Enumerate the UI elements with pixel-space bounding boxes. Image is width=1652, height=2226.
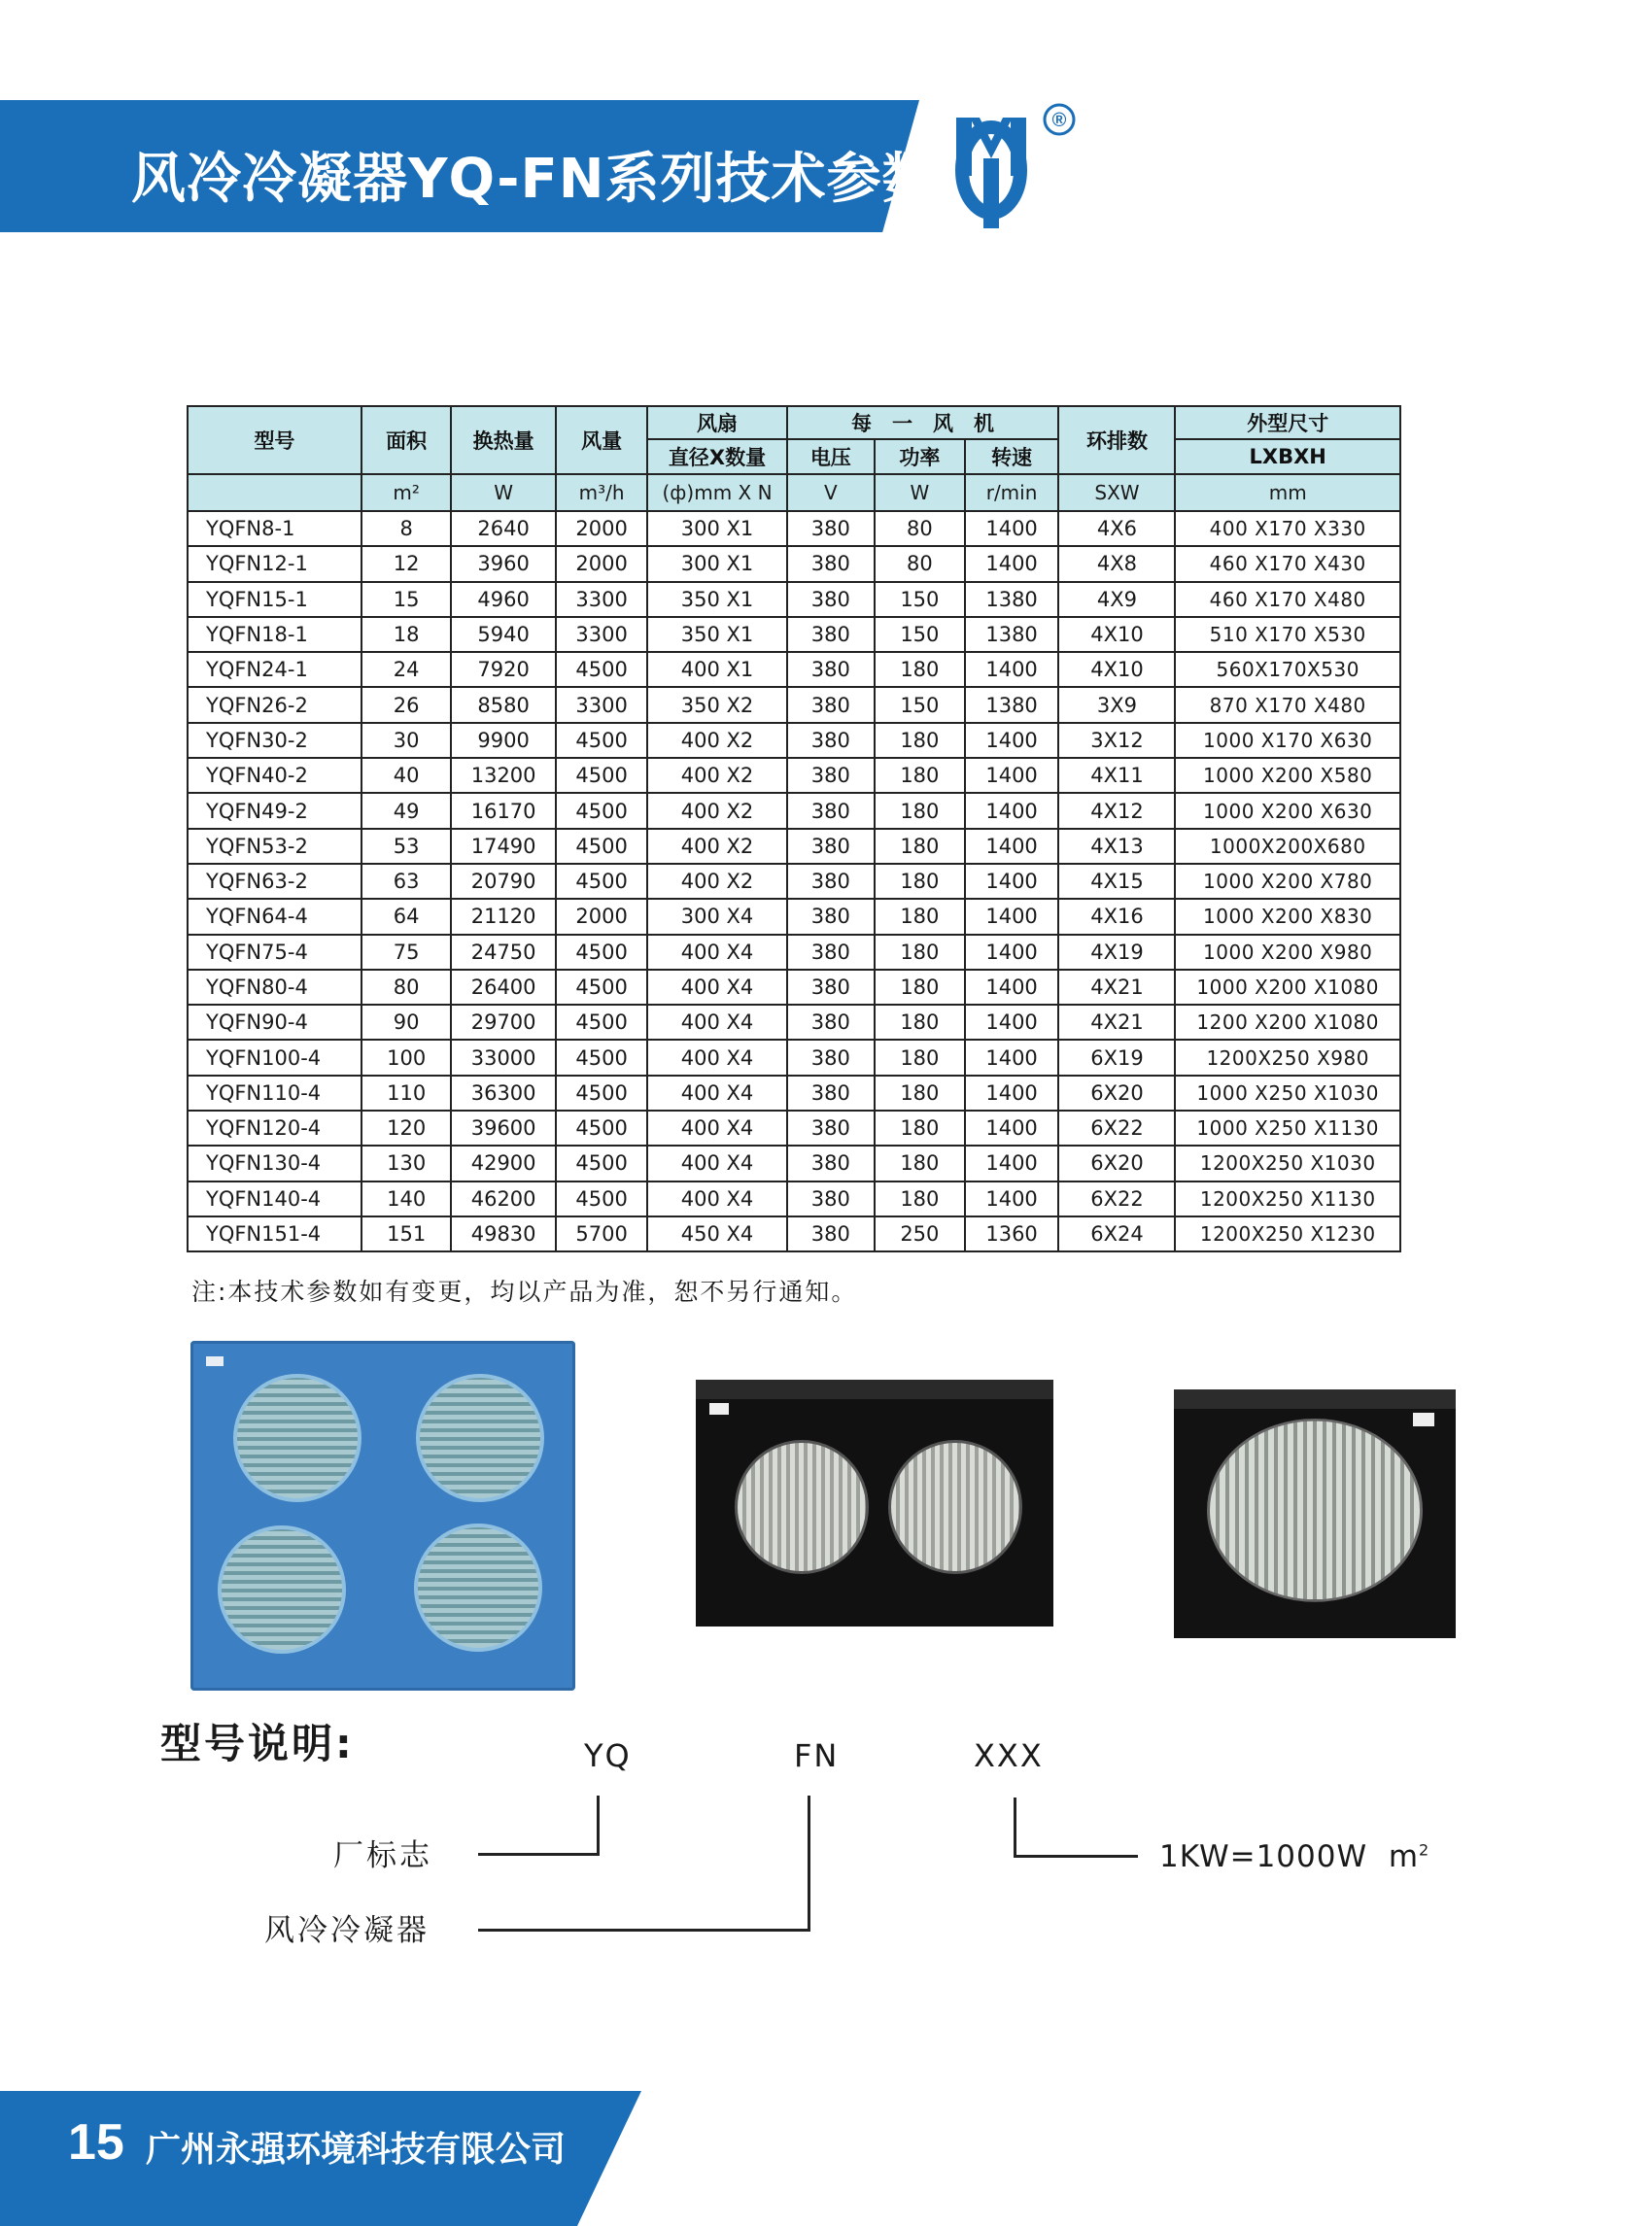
cell-heat: 13200 — [451, 758, 555, 793]
fan-grille — [1207, 1419, 1423, 1602]
cell-dims: 870 X170 X480 — [1175, 687, 1400, 722]
table-note: 注:本技术参数如有变更，均以产品为准，恕不另行通知。 — [191, 1278, 858, 1306]
cell-model: YQFN15-1 — [188, 582, 361, 617]
cell-power: 180 — [875, 793, 965, 828]
spec-table-body — [188, 511, 1400, 1251]
cell-speed: 1380 — [965, 582, 1059, 617]
cell-power: 180 — [875, 829, 965, 864]
cell-heat: 8580 — [451, 687, 555, 722]
cell-speed: 1400 — [965, 864, 1059, 899]
fan-grille — [416, 1374, 544, 1502]
code-fn: FN — [794, 1737, 840, 1774]
cell-fan: 400 X2 — [647, 793, 786, 828]
cell-fan: 350 X2 — [647, 687, 786, 722]
cell-airflow: 4500 — [556, 1040, 648, 1075]
connector-fn-horizontal — [478, 1929, 810, 1932]
unit-area: m² — [361, 474, 452, 511]
label-tag — [1413, 1413, 1434, 1426]
col-header-power: 功率 — [875, 439, 965, 474]
cell-airflow: 4500 — [556, 758, 648, 793]
unit-top-panel — [1174, 1389, 1456, 1409]
cell-speed: 1380 — [965, 687, 1059, 722]
cell-fan: 400 X4 — [647, 1111, 786, 1146]
cell-area: 90 — [361, 1005, 452, 1040]
cell-model: YQFN90-4 — [188, 1005, 361, 1040]
cell-power: 180 — [875, 1040, 965, 1075]
cell-airflow: 2000 — [556, 546, 648, 581]
cell-airflow: 4500 — [556, 1146, 648, 1181]
cell-heat: 26400 — [451, 970, 555, 1005]
table-row — [188, 899, 1400, 934]
cell-speed: 1400 — [965, 1040, 1059, 1075]
cell-dims: 1000 X250 X1130 — [1175, 1111, 1400, 1146]
fan-grille — [233, 1374, 361, 1502]
cell-airflow: 4500 — [556, 723, 648, 758]
cell-area: 75 — [361, 935, 452, 970]
cell-speed: 1400 — [965, 546, 1059, 581]
model-explanation-title: 型号说明: — [160, 1720, 355, 1767]
cell-area: 110 — [361, 1076, 452, 1111]
cell-fan: 400 X2 — [647, 723, 786, 758]
fan-grille — [414, 1524, 542, 1652]
cell-rows: 4X11 — [1058, 758, 1175, 793]
table-row — [188, 1181, 1400, 1216]
cell-rows: 4X10 — [1058, 652, 1175, 687]
cell-power: 150 — [875, 687, 965, 722]
cell-speed: 1360 — [965, 1216, 1059, 1251]
cell-speed: 1400 — [965, 1111, 1059, 1146]
col-header-area: 面积 — [361, 406, 452, 474]
table-row — [188, 1076, 1400, 1111]
cell-rows: 4X21 — [1058, 1005, 1175, 1040]
unit-rows: SXW — [1058, 474, 1175, 511]
cell-fan: 400 X2 — [647, 829, 786, 864]
cell-airflow: 3300 — [556, 687, 648, 722]
cell-airflow: 5700 — [556, 1216, 648, 1251]
cell-fan: 300 X4 — [647, 899, 786, 934]
cell-dims: 510 X170 X530 — [1175, 617, 1400, 652]
cell-dims: 1000 X200 X780 — [1175, 864, 1400, 899]
col-header-voltage: 电压 — [787, 439, 875, 474]
cell-airflow: 4500 — [556, 864, 648, 899]
cell-fan: 400 X2 — [647, 758, 786, 793]
cell-power: 250 — [875, 1216, 965, 1251]
cell-area: 18 — [361, 617, 452, 652]
unit-model — [188, 474, 361, 511]
unit-dims: mm — [1175, 474, 1400, 511]
cell-heat: 46200 — [451, 1181, 555, 1216]
connector-xxx-vertical — [1014, 1798, 1016, 1858]
unit-fan: (ф)mm X N — [647, 474, 786, 511]
cell-rows: 6X19 — [1058, 1040, 1175, 1075]
table-row — [188, 582, 1400, 617]
cell-power: 180 — [875, 723, 965, 758]
connector-fn-vertical — [808, 1796, 810, 1932]
label-air-cooled-condenser: 风冷冷凝器 — [264, 1913, 430, 1948]
company-logo — [950, 100, 1077, 231]
cell-rows: 4X8 — [1058, 546, 1175, 581]
cell-model: YQFN110-4 — [188, 1076, 361, 1111]
cell-model: YQFN12-1 — [188, 546, 361, 581]
cell-model: YQFN53-2 — [188, 829, 361, 864]
cell-dims: 1000X200X680 — [1175, 829, 1400, 864]
cell-heat: 33000 — [451, 1040, 555, 1075]
cell-model: YQFN64-4 — [188, 899, 361, 934]
cell-power: 180 — [875, 1111, 965, 1146]
cell-fan: 450 X4 — [647, 1216, 786, 1251]
cell-area: 53 — [361, 829, 452, 864]
cell-area: 12 — [361, 546, 452, 581]
unit-airflow: m³/h — [556, 474, 648, 511]
cell-voltage: 380 — [787, 1005, 875, 1040]
table-row — [188, 1040, 1400, 1075]
cell-voltage: 380 — [787, 617, 875, 652]
cell-dims: 1000 X200 X580 — [1175, 758, 1400, 793]
cell-voltage: 380 — [787, 1146, 875, 1181]
table-row — [188, 758, 1400, 793]
label-factory-mark: 厂标志 — [333, 1838, 432, 1873]
cell-rows: 6X22 — [1058, 1181, 1175, 1216]
cell-voltage: 380 — [787, 758, 875, 793]
cell-area: 30 — [361, 723, 452, 758]
cell-voltage: 380 — [787, 1111, 875, 1146]
cell-dims: 560X170X530 — [1175, 652, 1400, 687]
cell-airflow: 4500 — [556, 970, 648, 1005]
product-photo-4-fan — [190, 1341, 575, 1691]
cell-fan: 300 X1 — [647, 546, 786, 581]
cell-heat: 7920 — [451, 652, 555, 687]
cell-rows: 4X21 — [1058, 970, 1175, 1005]
cell-airflow: 4500 — [556, 1111, 648, 1146]
cell-model: YQFN80-4 — [188, 970, 361, 1005]
cell-rows: 4X19 — [1058, 935, 1175, 970]
cell-speed: 1400 — [965, 652, 1059, 687]
cell-rows: 4X6 — [1058, 511, 1175, 546]
cell-area: 130 — [361, 1146, 452, 1181]
cell-rows: 6X20 — [1058, 1146, 1175, 1181]
connector-yq-horizontal — [478, 1853, 600, 1856]
table-row — [188, 829, 1400, 864]
cell-model: YQFN49-2 — [188, 793, 361, 828]
cell-dims: 1200X250 X1230 — [1175, 1216, 1400, 1251]
product-photo-2-fan — [696, 1380, 1053, 1627]
cell-power: 80 — [875, 511, 965, 546]
cell-rows: 4X12 — [1058, 793, 1175, 828]
table-row — [188, 1005, 1400, 1040]
cell-speed: 1400 — [965, 970, 1059, 1005]
cell-airflow: 4500 — [556, 652, 648, 687]
col-header-fan: 风扇 — [647, 406, 786, 439]
cell-model: YQFN8-1 — [188, 511, 361, 546]
cell-airflow: 2000 — [556, 899, 648, 934]
cell-dims: 1000 X200 X830 — [1175, 899, 1400, 934]
cell-rows: 3X12 — [1058, 723, 1175, 758]
cell-dims: 460 X170 X480 — [1175, 582, 1400, 617]
cell-dims: 1000 X250 X1030 — [1175, 1076, 1400, 1111]
spec-table — [187, 405, 1401, 1252]
table-row — [188, 970, 1400, 1005]
table-row — [188, 1216, 1400, 1251]
col-header-fan-sub: 直径X数量 — [647, 439, 786, 474]
cell-speed: 1400 — [965, 758, 1059, 793]
cell-model: YQFN151-4 — [188, 1216, 361, 1251]
col-header-rows: 环排数 — [1058, 406, 1175, 474]
cell-voltage: 380 — [787, 829, 875, 864]
cell-model: YQFN63-2 — [188, 864, 361, 899]
cell-fan: 350 X1 — [647, 617, 786, 652]
cell-heat: 24750 — [451, 935, 555, 970]
cell-airflow: 2000 — [556, 511, 648, 546]
cell-voltage: 380 — [787, 511, 875, 546]
cell-heat: 9900 — [451, 723, 555, 758]
cell-power: 180 — [875, 864, 965, 899]
cell-voltage: 380 — [787, 793, 875, 828]
cell-fan: 300 X1 — [647, 511, 786, 546]
cell-heat: 2640 — [451, 511, 555, 546]
cell-speed: 1400 — [965, 793, 1059, 828]
cell-area: 140 — [361, 1181, 452, 1216]
unit-top-panel — [696, 1380, 1053, 1399]
table-row — [188, 617, 1400, 652]
cell-fan: 400 X4 — [647, 935, 786, 970]
cell-area: 24 — [361, 652, 452, 687]
cell-power: 180 — [875, 758, 965, 793]
cell-model: YQFN75-4 — [188, 935, 361, 970]
cell-voltage: 380 — [787, 1040, 875, 1075]
table-row — [188, 723, 1400, 758]
cell-rows: 4X9 — [1058, 582, 1175, 617]
label-tag — [206, 1356, 224, 1366]
cell-power: 80 — [875, 546, 965, 581]
table-row — [188, 511, 1400, 546]
cell-model: YQFN26-2 — [188, 687, 361, 722]
cell-airflow: 4500 — [556, 1005, 648, 1040]
cell-area: 63 — [361, 864, 452, 899]
cell-dims: 1200X250 X1030 — [1175, 1146, 1400, 1181]
col-header-heat: 换热量 — [451, 406, 555, 474]
cell-heat: 39600 — [451, 1111, 555, 1146]
company-name: 广州永强环境科技有限公司 — [146, 2130, 567, 2170]
fan-grille — [218, 1525, 346, 1654]
cell-model: YQFN40-2 — [188, 758, 361, 793]
cell-rows: 3X9 — [1058, 687, 1175, 722]
col-header-speed: 转速 — [965, 439, 1059, 474]
cell-speed: 1400 — [965, 829, 1059, 864]
cell-dims: 1000 X170 X630 — [1175, 723, 1400, 758]
cell-voltage: 380 — [787, 687, 875, 722]
cell-rows: 4X13 — [1058, 829, 1175, 864]
col-header-dims: 外型尺寸 — [1175, 406, 1400, 439]
col-header-motor-group: 每 一 风 机 — [787, 406, 1059, 439]
cell-power: 180 — [875, 935, 965, 970]
cell-model: YQFN24-1 — [188, 652, 361, 687]
col-header-airflow: 风量 — [556, 406, 648, 474]
cell-speed: 1400 — [965, 1005, 1059, 1040]
cell-dims: 1200 X200 X1080 — [1175, 1005, 1400, 1040]
cell-rows: 6X22 — [1058, 1111, 1175, 1146]
cell-dims: 460 X170 X430 — [1175, 546, 1400, 581]
unit-speed: r/min — [965, 474, 1059, 511]
cell-area: 49 — [361, 793, 452, 828]
cell-fan: 400 X2 — [647, 864, 786, 899]
label-tag — [709, 1403, 729, 1415]
cell-power: 180 — [875, 970, 965, 1005]
table-row — [188, 864, 1400, 899]
cell-area: 80 — [361, 970, 452, 1005]
cell-heat: 29700 — [451, 1005, 555, 1040]
unit-heat: W — [451, 474, 555, 511]
cell-model: YQFN120-4 — [188, 1111, 361, 1146]
cell-fan: 400 X4 — [647, 1040, 786, 1075]
table-row — [188, 793, 1400, 828]
unit-voltage: V — [787, 474, 875, 511]
cell-model: YQFN100-4 — [188, 1040, 361, 1075]
cell-dims: 1200X250 X980 — [1175, 1040, 1400, 1075]
cell-area: 151 — [361, 1216, 452, 1251]
page-number: 15 — [68, 2114, 124, 2171]
cell-voltage: 380 — [787, 899, 875, 934]
cell-voltage: 380 — [787, 935, 875, 970]
cell-power: 180 — [875, 1076, 965, 1111]
cell-power: 150 — [875, 617, 965, 652]
formula-superscript: 2 — [1419, 1840, 1430, 1860]
cell-dims: 400 X170 X330 — [1175, 511, 1400, 546]
cell-heat: 36300 — [451, 1076, 555, 1111]
cell-fan: 400 X4 — [647, 1181, 786, 1216]
code-xxx: XXX — [974, 1737, 1044, 1774]
cell-power: 180 — [875, 1146, 965, 1181]
cell-area: 15 — [361, 582, 452, 617]
cell-power: 150 — [875, 582, 965, 617]
cell-voltage: 380 — [787, 723, 875, 758]
formula-unit: m — [1388, 1839, 1420, 1874]
cell-rows: 4X10 — [1058, 617, 1175, 652]
cell-fan: 400 X4 — [647, 970, 786, 1005]
cell-heat: 3960 — [451, 546, 555, 581]
cell-speed: 1400 — [965, 899, 1059, 934]
cell-power: 180 — [875, 1181, 965, 1216]
table-row — [188, 652, 1400, 687]
table-row — [188, 687, 1400, 722]
cell-power: 180 — [875, 899, 965, 934]
cell-heat: 49830 — [451, 1216, 555, 1251]
cell-model: YQFN30-2 — [188, 723, 361, 758]
cell-dims: 1000 X200 X630 — [1175, 793, 1400, 828]
cell-voltage: 380 — [787, 582, 875, 617]
table-row — [188, 546, 1400, 581]
cell-airflow: 4500 — [556, 935, 648, 970]
cell-area: 100 — [361, 1040, 452, 1075]
cell-voltage: 380 — [787, 1181, 875, 1216]
table-row — [188, 935, 1400, 970]
cell-power: 180 — [875, 1005, 965, 1040]
label-formula — [1159, 1839, 1429, 1874]
cell-heat: 20790 — [451, 864, 555, 899]
cell-speed: 1400 — [965, 511, 1059, 546]
cell-area: 26 — [361, 687, 452, 722]
cell-heat: 5940 — [451, 617, 555, 652]
unit-power: W — [875, 474, 965, 511]
cell-fan: 400 X4 — [647, 1146, 786, 1181]
connector-xxx-horizontal — [1014, 1855, 1138, 1858]
cell-voltage: 380 — [787, 970, 875, 1005]
cell-airflow: 3300 — [556, 617, 648, 652]
cell-area: 64 — [361, 899, 452, 934]
table-row — [188, 1111, 1400, 1146]
cell-fan: 400 X1 — [647, 652, 786, 687]
col-header-model: 型号 — [188, 406, 361, 474]
cell-voltage: 380 — [787, 652, 875, 687]
cell-heat: 42900 — [451, 1146, 555, 1181]
cell-airflow: 4500 — [556, 829, 648, 864]
cell-speed: 1400 — [965, 1076, 1059, 1111]
connector-yq-vertical — [597, 1796, 600, 1856]
cell-airflow: 4500 — [556, 1181, 648, 1216]
cell-heat: 21120 — [451, 899, 555, 934]
cell-speed: 1380 — [965, 617, 1059, 652]
page-title: 风冷冷凝器YQ-FN系列技术参数 — [131, 148, 938, 211]
cell-area: 120 — [361, 1111, 452, 1146]
cell-dims: 1000 X200 X1080 — [1175, 970, 1400, 1005]
cell-fan: 350 X1 — [647, 582, 786, 617]
cell-airflow: 4500 — [556, 1076, 648, 1111]
cell-speed: 1400 — [965, 723, 1059, 758]
cell-heat: 16170 — [451, 793, 555, 828]
cell-voltage: 380 — [787, 864, 875, 899]
unit-row — [188, 474, 1400, 511]
cell-heat: 4960 — [451, 582, 555, 617]
cell-airflow: 3300 — [556, 582, 648, 617]
cell-model: YQFN18-1 — [188, 617, 361, 652]
cell-rows: 4X15 — [1058, 864, 1175, 899]
table-row — [188, 1146, 1400, 1181]
cell-dims: 1000 X200 X980 — [1175, 935, 1400, 970]
cell-speed: 1400 — [965, 1146, 1059, 1181]
cell-rows: 6X24 — [1058, 1216, 1175, 1251]
cell-rows: 4X16 — [1058, 899, 1175, 934]
cell-dims: 1200X250 X1130 — [1175, 1181, 1400, 1216]
code-yq: YQ — [584, 1737, 632, 1774]
col-header-dims-sub: LXBXH — [1175, 439, 1400, 474]
formula-text: 1KW=1000W — [1159, 1839, 1368, 1874]
cell-speed: 1400 — [965, 935, 1059, 970]
cell-area: 8 — [361, 511, 452, 546]
cell-heat: 17490 — [451, 829, 555, 864]
cell-airflow: 4500 — [556, 793, 648, 828]
svg-text:®: ® — [1051, 110, 1067, 131]
cell-speed: 1400 — [965, 1181, 1059, 1216]
cell-voltage: 380 — [787, 546, 875, 581]
product-photo-1-fan — [1174, 1389, 1456, 1638]
cell-voltage: 380 — [787, 1216, 875, 1251]
fan-grille — [735, 1440, 869, 1574]
cell-fan: 400 X4 — [647, 1005, 786, 1040]
cell-power: 180 — [875, 652, 965, 687]
cell-model: YQFN130-4 — [188, 1146, 361, 1181]
cell-area: 40 — [361, 758, 452, 793]
cell-voltage: 380 — [787, 1076, 875, 1111]
cell-fan: 400 X4 — [647, 1076, 786, 1111]
cell-model: YQFN140-4 — [188, 1181, 361, 1216]
fan-grille — [888, 1440, 1022, 1574]
cell-rows: 6X20 — [1058, 1076, 1175, 1111]
